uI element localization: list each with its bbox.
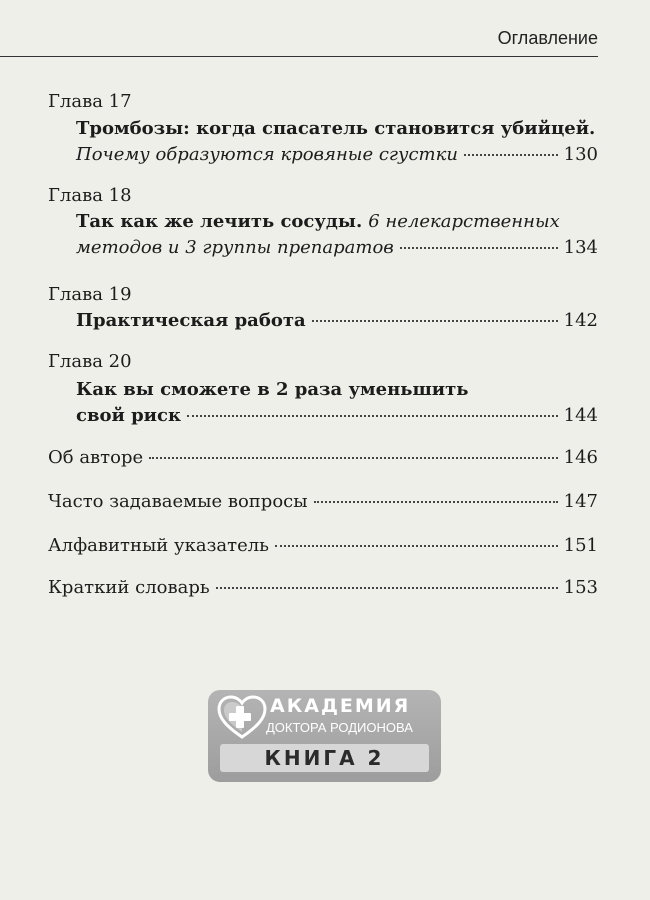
toc-ch17-subtitle: Почему образуются кровяные сгустки (76, 144, 458, 165)
toc-ch20-title-1: Как вы сможете в 2 раза уменьшить (76, 379, 469, 400)
toc-ch18-label: Глава 18 (48, 185, 132, 206)
toc-glossary-entry[interactable] (48, 576, 598, 600)
toc-ch20-title-row (76, 378, 598, 402)
heart-cross-icon (216, 694, 268, 740)
toc-ch17-label: Глава 17 (48, 91, 132, 112)
toc-ch20-entry[interactable] (76, 404, 598, 428)
toc-ch17-title: Тромбозы: когда спасатель становится убийцей. (76, 118, 596, 139)
toc-ch19-entry[interactable] (76, 309, 598, 333)
dot-leader (275, 545, 558, 547)
toc-ch20-label-row (48, 350, 598, 374)
header-rule (0, 56, 598, 57)
toc-ch18-title-row (76, 210, 598, 234)
toc-ch17-label-row (48, 90, 598, 114)
toc-glossary-title: Краткий словарь (48, 577, 210, 598)
toc-about-title: Об авторе (48, 447, 144, 468)
toc-ch19-title: Практическая работа (76, 310, 306, 331)
toc-ch20-page: 144 (563, 405, 598, 426)
toc-faq-title: Часто задаваемые вопросы (48, 491, 308, 512)
dot-leader (187, 415, 558, 417)
toc-faq-entry[interactable] (48, 490, 598, 514)
dot-leader (400, 247, 558, 249)
toc-ch20-label: Глава 20 (48, 351, 132, 372)
toc-ch17-entry[interactable] (76, 143, 598, 167)
toc-ch17-title-row (76, 117, 598, 141)
toc-ch19-page: 142 (563, 310, 598, 331)
dot-leader (314, 501, 558, 503)
toc-ch20-title-2: свой риск (76, 405, 181, 426)
dot-leader (312, 320, 558, 322)
logo-top (208, 690, 441, 742)
toc-ch19-label-row (48, 283, 598, 307)
toc-about-page: 146 (563, 447, 598, 468)
logo-title: АКАДЕМИЯ (270, 695, 411, 717)
toc-index-entry[interactable] (48, 534, 598, 558)
toc-ch18-label-row (48, 184, 598, 208)
toc-index-page: 151 (563, 535, 598, 556)
toc-ch18-title-italic-1: 6 нелекарственных (368, 211, 560, 232)
toc-ch18-page: 134 (563, 237, 598, 258)
dot-leader (216, 587, 558, 589)
dot-leader (149, 457, 557, 459)
toc-faq-page: 147 (563, 491, 598, 512)
toc-ch18-entry[interactable] (76, 236, 598, 260)
toc-about-entry[interactable] (48, 446, 598, 470)
toc-ch18-title-italic-2: методов и 3 группы препаратов (76, 237, 394, 258)
running-head: Оглавление (497, 28, 598, 48)
toc-index-title: Алфавитный указатель (48, 535, 269, 556)
series-logo (208, 690, 441, 782)
toc-ch19-label: Глава 19 (48, 284, 132, 305)
logo-subtitle: ДОКТОРА РОДИОНОВА (266, 720, 413, 735)
toc-ch18-title-bold: Так как же лечить сосуды. (76, 211, 363, 232)
toc-glossary-page: 153 (563, 577, 598, 598)
dot-leader (464, 154, 558, 156)
logo-book-label: КНИГА 2 (220, 744, 429, 772)
toc-ch17-page: 130 (563, 144, 598, 165)
